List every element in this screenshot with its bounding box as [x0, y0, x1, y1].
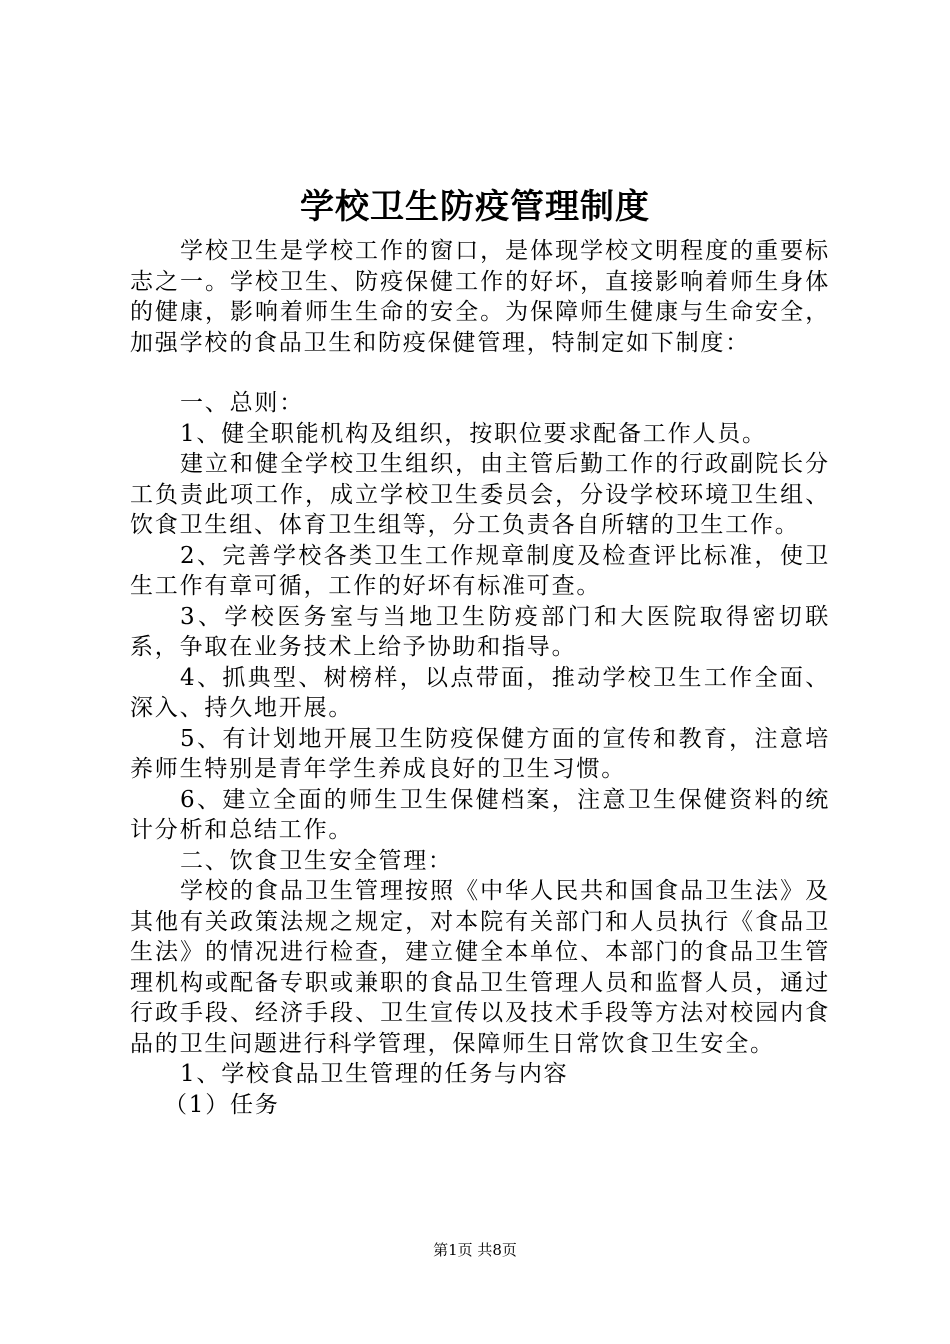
- body-paragraph: 建立和健全学校卫生组织，由主管后勤工作的行政副院长分工负责此项工作，成立学校卫生委员会，分设学校环境卫生组、饮食卫生组、体育卫生组等，分工负责各自所辖的卫生工作。: [130, 451, 830, 538]
- page-footer: 第1页 共8页: [433, 1241, 517, 1259]
- intro-paragraph: 学校卫生是学校工作的窗口，是体现学校文明程度的重要标志之一。学校卫生、防疫保健工作的好坏，直接影响着师生身体的健康，影响着师生生命的安全。为保障师生健康与生命安全，加强学校的食品卫生和防疫保健管理，特制定如下制度：: [130, 238, 830, 356]
- list-item-3: 3、学校医务室与当地卫生防疫部门和大医院取得密切联系，争取在业务技术上给予协助和指导。: [130, 603, 830, 660]
- section-heading-food-safety: 二、饮食卫生安全管理：: [180, 847, 453, 874]
- body-paragraph: 学校的食品卫生管理按照《中华人民共和国食品卫生法》及其他有关政策法规之规定，对本院有关部门和人员执行《食品卫生法》的情况进行检查，建立健全本单位、本部门的食品卫生管理机构或配备专职或兼职的食品卫生管理人员和监督人员，通过行政手段、经济手段、卫生宣传以及技术手段等方法对校园内食品的卫生问题进行科学管理，保障师生日常饮食卫生安全。: [130, 878, 830, 1057]
- section-heading-general: 一、总则：: [180, 390, 304, 416]
- subsection-heading: 1、学校食品卫生管理的任务与内容: [180, 1061, 569, 1087]
- list-item-1: 1、健全职能机构及组织，按职位要求配备工作人员。: [180, 420, 767, 447]
- document-body: [130, 236, 830, 1120]
- list-item-2: 2、完善学校各类卫生工作规章制度及检查评比标准，使卫生工作有章可循，工作的好坏有标准可查。: [130, 542, 830, 599]
- list-item-4: 4、抓典型、树榜样，以点带面，推动学校卫生工作全面、深入、持久地开展。: [130, 664, 830, 721]
- document-title: 学校卫生防疫管理制度: [300, 187, 650, 227]
- subsection-item: （1）任务: [164, 1091, 280, 1118]
- list-item-6: 6、建立全面的师生卫生保健档案，注意卫生保健资料的统计分析和总结工作。: [130, 786, 830, 843]
- list-item-5: 5、有计划地开展卫生防疫保健方面的宣传和教育，注意培养师生特别是青年学生养成良好的卫生习惯。: [130, 725, 830, 782]
